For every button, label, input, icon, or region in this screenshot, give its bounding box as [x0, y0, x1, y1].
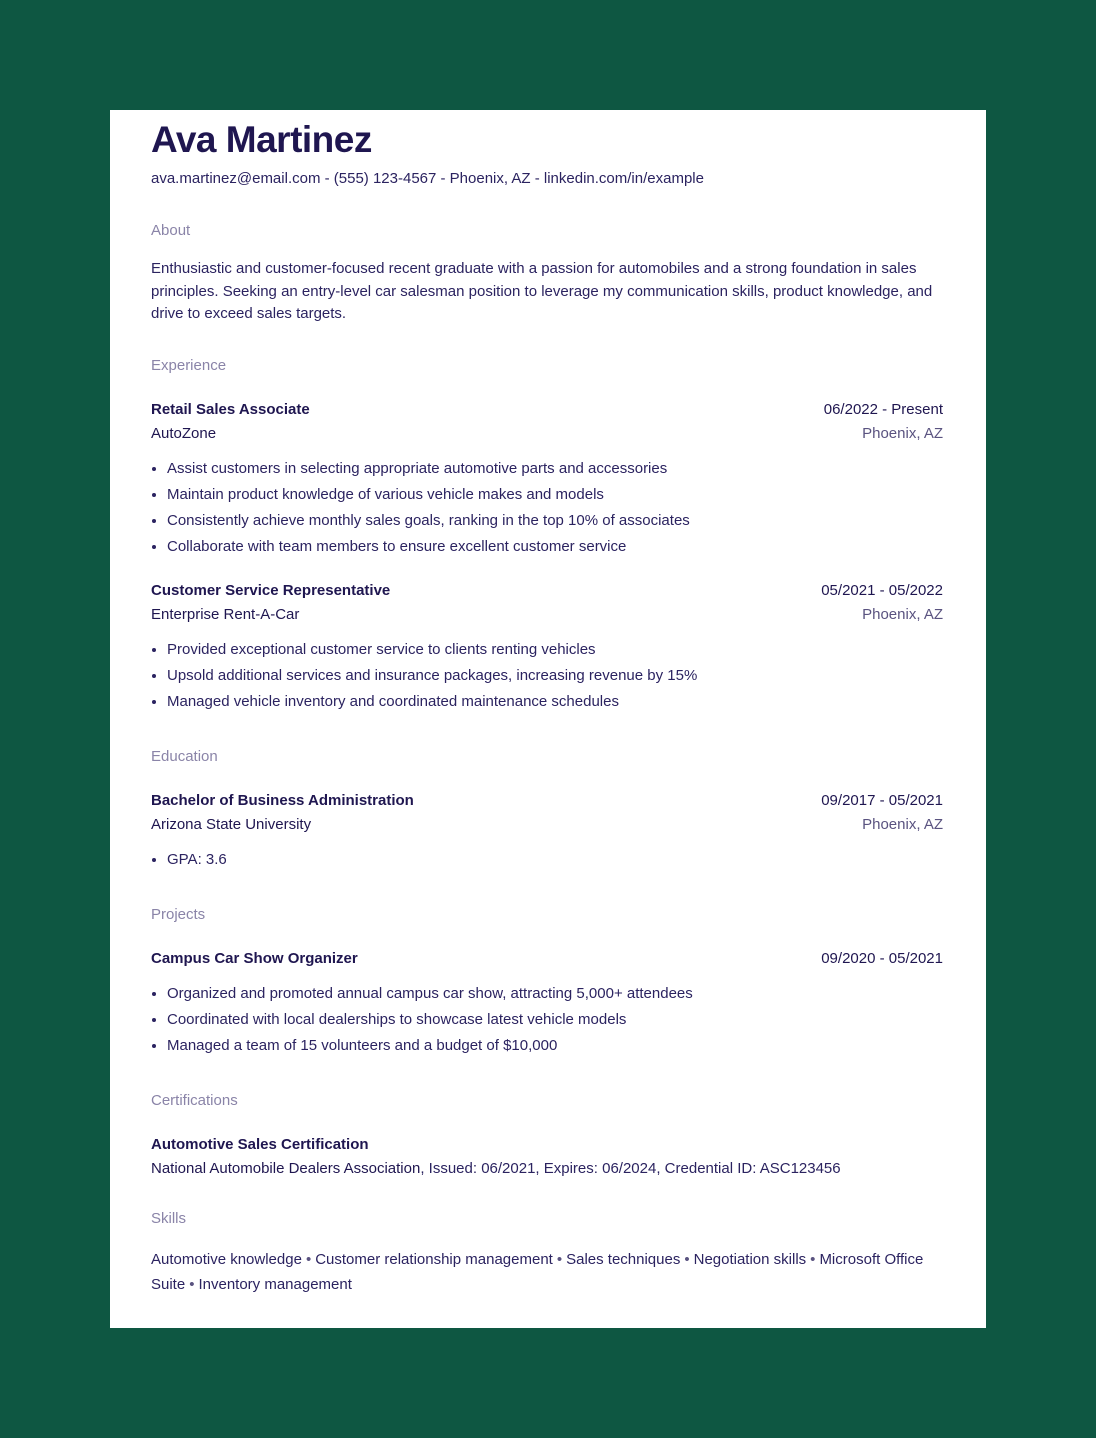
about-text: Enthusiastic and customer-focused recent graduate with a passion for automobiles and a strong foundation in sales principles. Seeking an entry-level car salesman position to leverage my communication skills, product knowledge, and drive to exceed sales targets. [151, 260, 933, 322]
skill-item: Inventory management [198, 1275, 352, 1293]
section-title-skills: Skills [151, 1209, 187, 1227]
resume-page [110, 110, 986, 1328]
bullet-item: • GPA: 3.6 [167, 847, 943, 873]
job-dates: 05/2021 - 05/2022 [821, 581, 943, 599]
job-location: Phoenix, AZ [862, 424, 943, 442]
bullet-item: • Managed a team of 15 volunteers and a budget of $10,000 [167, 1033, 943, 1059]
certification-issued: , Issued: 06/2021 [420, 1159, 536, 1177]
certification-credential-id: , Credential ID: ASC123456 [656, 1159, 841, 1177]
bullet-item: • Maintain product knowledge of various vehicle makes and models [167, 482, 943, 508]
experience-entry [151, 400, 943, 560]
skill-item: Microsoft Office Suite [151, 1250, 924, 1293]
job-dates: 06/2022 - Present [823, 400, 943, 418]
project-dates: 09/2020 - 05/2021 [821, 949, 943, 967]
skill-separator: • [810, 1250, 816, 1268]
company-name: AutoZone [151, 424, 217, 442]
education-entry [151, 791, 943, 873]
bullet-item: • Managed vehicle inventory and coordinated maintenance schedules [167, 689, 943, 715]
section-title-projects: Projects [151, 905, 206, 923]
section-title-certifications: Certifications [151, 1091, 238, 1109]
bullet-item: • Organized and promoted annual campus car show, attracting 5,000+ attendees [167, 981, 943, 1007]
certification-issuer: National Automobile Dealers Association [151, 1159, 421, 1177]
job-title: Customer Service Representative [151, 581, 391, 599]
section-title-about: About [151, 222, 191, 239]
skill-item: Negotiation skills [693, 1250, 807, 1268]
skill-separator: • [556, 1250, 563, 1268]
contact-line: ava.martinez@email.com - (555) 123-4567 - Phoenix, AZ - linkedin.com/in/example [151, 170, 704, 187]
school-location: Phoenix, AZ [862, 815, 943, 833]
certification-expires: , Expires: 06/2024 [535, 1159, 657, 1177]
skill-item: Customer relationship management [315, 1250, 553, 1268]
skills-list [151, 1247, 943, 1297]
degree-title: Bachelor of Business Administration [151, 791, 414, 809]
skill-separator: • [189, 1275, 195, 1293]
company-name: Enterprise Rent-A-Car [151, 605, 300, 623]
school-name: Arizona State University [151, 815, 312, 833]
bullet-item: • Upsold additional services and insurance packages, increasing revenue by 15% [167, 663, 943, 689]
skill-item: Sales techniques [566, 1250, 681, 1268]
education-bullets [151, 847, 943, 873]
project-name: Campus Car Show Organizer [151, 949, 358, 967]
skill-item: Automotive knowledge [151, 1250, 302, 1268]
section-title-education: Education [151, 747, 218, 765]
job-title: Retail Sales Associate [151, 400, 310, 418]
bullet-item: • Provided exceptional customer service to clients renting vehicles [167, 637, 943, 663]
job-location: Phoenix, AZ [862, 605, 943, 623]
bullet-item: • Coordinated with local dealerships to showcase latest vehicle models [167, 1007, 943, 1033]
education-dates: 09/2017 - 05/2021 [821, 791, 943, 809]
bullet-item: • Assist customers in selecting appropriate automotive parts and accessories [167, 456, 943, 482]
certification-name: Automotive Sales Certification [151, 1135, 369, 1153]
job-bullets [151, 456, 943, 560]
job-bullets [151, 637, 943, 715]
skill-separator: • [305, 1250, 312, 1268]
certification-details [151, 1159, 943, 1179]
project-entry [151, 949, 943, 1059]
experience-entry [151, 581, 943, 715]
candidate-name: Ava Martinez [151, 119, 372, 160]
project-bullets [151, 981, 943, 1059]
section-title-experience: Experience [151, 356, 227, 374]
bullet-item: • Collaborate with team members to ensure excellent customer service [167, 534, 943, 560]
bullet-item: • Consistently achieve monthly sales goals, ranking in the top 10% of associates [167, 508, 943, 534]
skill-separator: • [684, 1250, 690, 1268]
certification-entry [151, 1135, 943, 1179]
